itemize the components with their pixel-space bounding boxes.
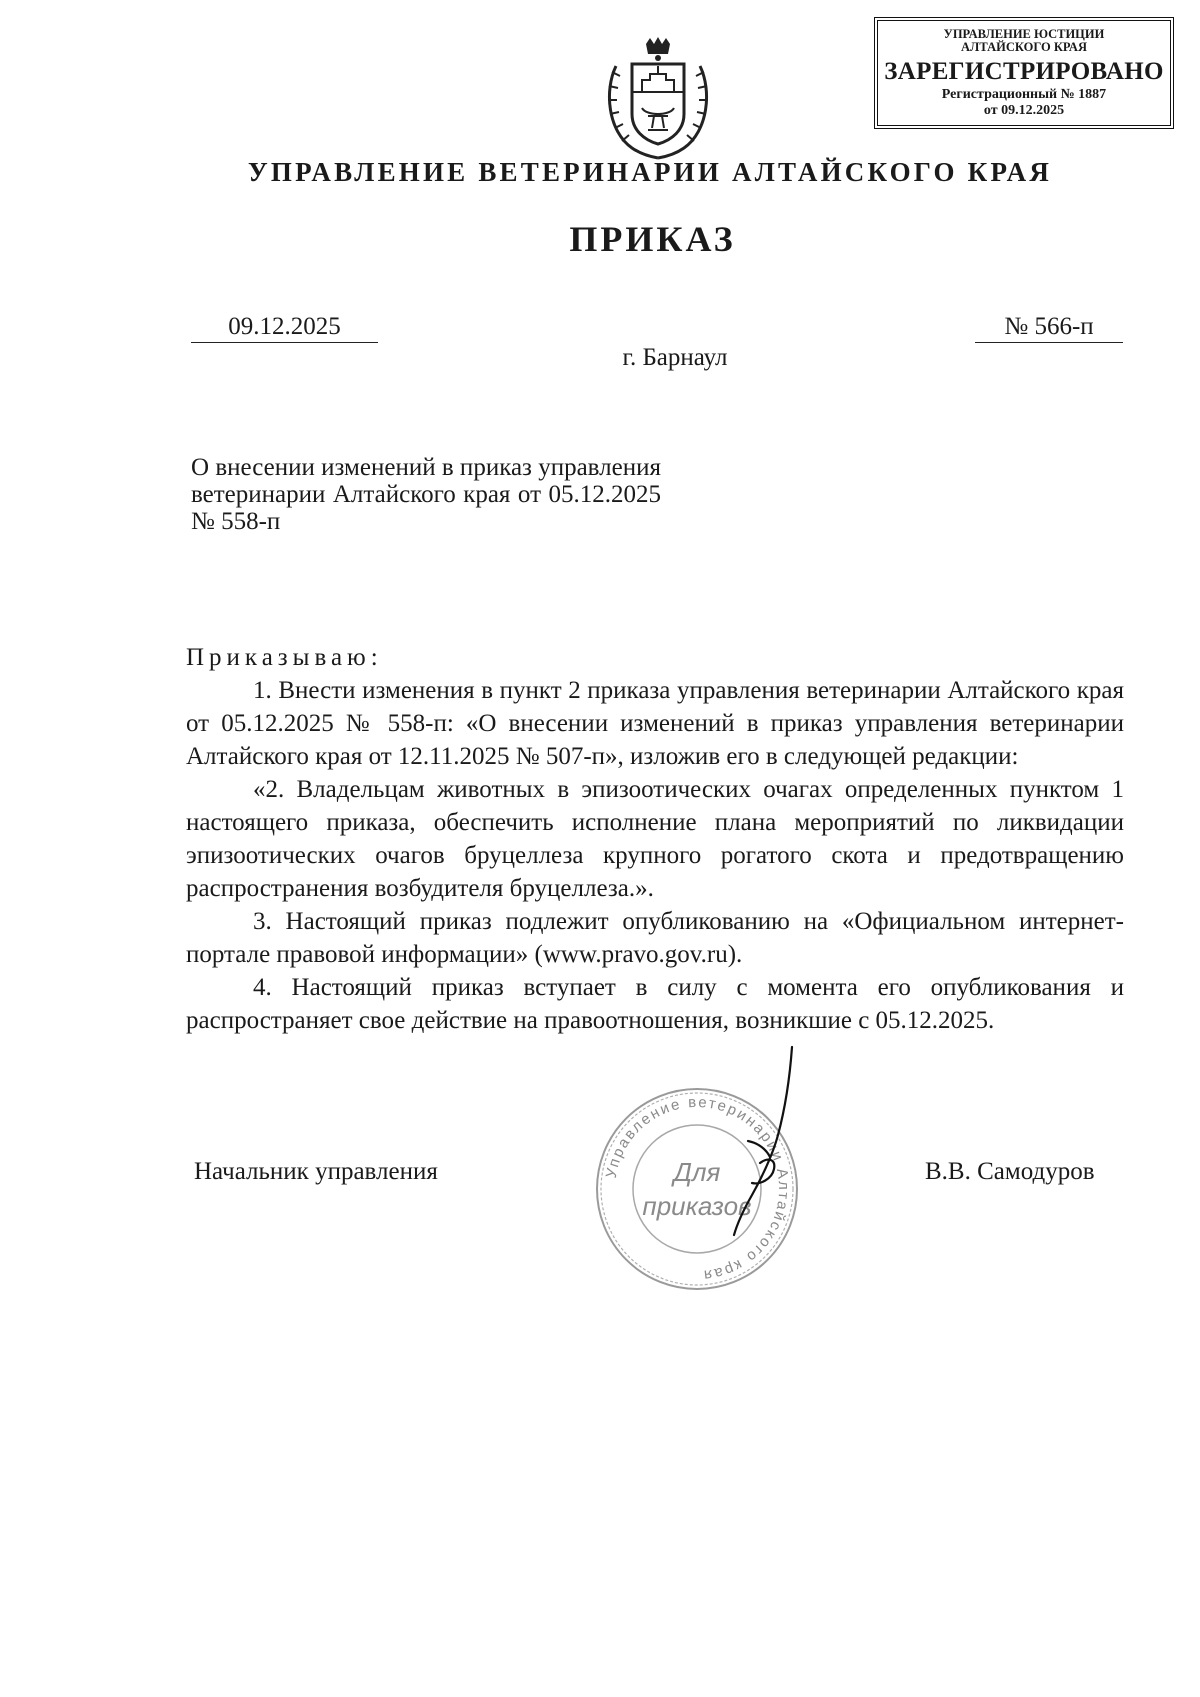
- stamp-reg-number: Регистрационный № 1887: [941, 87, 1107, 102]
- paragraph-2: «2. Владельцам животных в эпизоотических очагах определенных пунктом 1 настоящего приказа, обеспечить исполнение плана мероприятий по ликвидации эпизоотических очагов бруцеллеза крупного рогатого скота и предотвращению распространения возбудителя бруцеллеза.».: [186, 776, 1124, 902]
- handwritten-signature: [700, 1045, 820, 1245]
- stamp-status: ЗАРЕГИСТРИРОВАНО: [884, 58, 1164, 85]
- paragraph-4: 4. Настоящий приказ вступает в силу с момента его опубликования и распространяет свое действие на правоотношения, возникшие с 05.12.2025.: [186, 974, 1124, 1034]
- seal-center-line1: Для: [673, 1157, 721, 1187]
- paragraph-1: 1. Внести изменения в пункт 2 приказа управления ветеринарии Алтайского края от 05.12.2025 № 558-п: «О внесении изменений в приказ управления ветеринарии Алтайского края от 12.11.2025 № 507-п», изложив его в следующей редакции:: [186, 677, 1124, 770]
- paragraph-3: 3. Настоящий приказ подлежит опубликованию на «Официальном интернет-портале правовой информации» (www.pravo.gov.ru).: [186, 908, 1124, 968]
- order-body: [186, 641, 1124, 1037]
- signer-name: В.В. Самодуров: [925, 1158, 1095, 1185]
- registration-stamp: [874, 17, 1174, 129]
- stamp-org-line2: АЛТАЙСКОГО КРАЯ: [961, 40, 1087, 54]
- order-date: 09.12.2025: [191, 312, 378, 343]
- order-number: № 566-п: [975, 312, 1123, 343]
- seal-ring-text: Управление ветеринарии Алтайского края: [602, 1093, 793, 1284]
- order-word: Приказываю:: [186, 644, 383, 671]
- coat-of-arms-icon: [602, 36, 714, 161]
- document-type: ПРИКАЗ: [569, 219, 736, 259]
- agency-name: УПРАВЛЕНИЕ ВЕТЕРИНАРИИ АЛТАЙСКОГО КРАЯ: [247, 157, 1053, 187]
- signer-position: Начальник управления: [194, 1158, 438, 1185]
- city: г. Барнаул: [622, 344, 728, 371]
- stamp-org-line1: УПРАВЛЕНИЕ ЮСТИЦИИ: [943, 27, 1105, 41]
- seal-center-line2: приказов: [642, 1191, 752, 1221]
- order-subject: О внесении изменений в приказ управления ветеринарии Алтайского края от 05.12.2025 № 558-п: [191, 454, 661, 535]
- stamp-reg-date: от 09.12.2025: [983, 103, 1065, 118]
